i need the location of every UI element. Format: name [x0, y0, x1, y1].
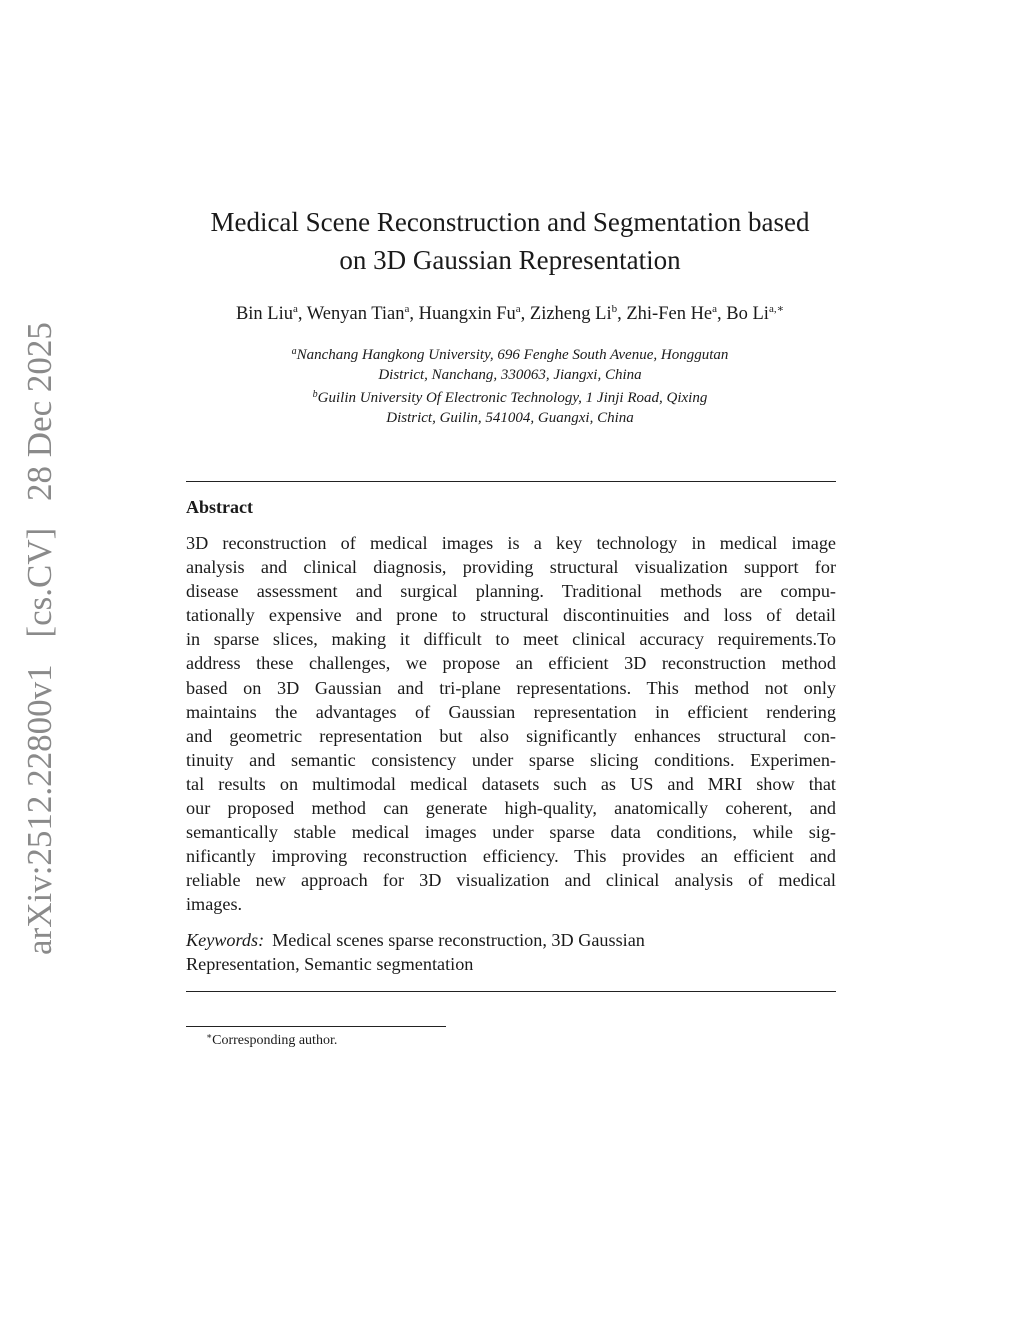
abstract-line: maintains the advantages of Gaussian representation in efficient rendering: [186, 701, 836, 722]
author-name: Bin Liu: [235, 304, 293, 324]
affiliation-mark: b: [312, 389, 318, 400]
abstract-line: address these challenges, we propose an efficient 3D reconstruction method: [186, 653, 836, 674]
abstract-line: and geometric representation but also significantly enhances structural con-: [186, 725, 836, 746]
author-list: Bin Liu$^a$, Wenyan Tian$^a$, Huangxin Fu$^a$, Zizheng Li$^b$, Zhi-Fen He$^a$, Bo $Li^{a,∗}$: [235, 303, 785, 324]
abstract-line: tationally expensive and prone to structural discontinuities and loss of detail: [186, 605, 836, 626]
abstract-line: based on 3D Gaussian and tri-plane representations. This method not only: [186, 677, 836, 698]
footnote-rule: [186, 1026, 446, 1027]
author-name: Bo Li: [726, 304, 769, 324]
footnote-text: Corresponding author.: [212, 1033, 338, 1048]
arxiv-id: arXiv:2512.22800v1: [20, 664, 59, 955]
abstract-line: images.: [186, 894, 243, 915]
abstract-heading: Abstract: [186, 497, 253, 517]
abstract-body: [186, 531, 836, 917]
abstract-line: disease assessment and surgical planning. Traditional methods are compu-: [186, 581, 836, 602]
abstract-line: in sparse slices, making it difficult to meet clinical accuracy requirements.To: [186, 629, 836, 650]
abstract-line: reliable new approach for 3D visualization and clinical analysis of medical: [186, 870, 836, 891]
affiliation-a-line-1: $^a$Nanchang Hangkong University, 696 Fenghe South Avenue, Honggutan: [291, 346, 729, 363]
affiliation-mark: a: [291, 346, 297, 357]
author: [307, 304, 410, 324]
arxiv-identifier-stamp: [20, 322, 60, 955]
abstract-line: nificantly improving reconstruction efficiency. This provides an efficient and: [186, 846, 836, 867]
affiliation-b-line-1: $^b$Guilin University Of Electronic Technology, 1 Jinji Road, Qixing: [312, 389, 708, 406]
author-affiliation-mark: a: [292, 303, 298, 315]
author-affiliation-mark: a: [404, 303, 410, 315]
abstract-bottom-rule: [186, 991, 836, 992]
abstract-line: semantically stable medical images under sparse data conditions, while sig-: [186, 822, 836, 843]
footnote-mark: ∗: [206, 1031, 213, 1041]
author: [626, 304, 717, 324]
affiliation-b-line-2: District, Guilin, 541004, Guangxi, China: [386, 410, 634, 426]
paper-title: [170, 203, 850, 279]
keywords: [186, 928, 836, 976]
affiliation-a-line-2: District, Nanchang, 330063, Jiangxi, China: [378, 367, 642, 383]
keywords-line-1: Keywords: Medical scenes sparse reconstruction, 3D Gaussian: [186, 930, 645, 950]
abstract-line: tal results on multimodal medical datasets such as US and MRI show that: [186, 773, 836, 794]
author-name: Huangxin Fu: [418, 304, 516, 324]
author-affiliation-mark: a: [712, 303, 718, 315]
author: [236, 304, 298, 324]
abstract-line: tinuity and semantic consistency under sparse slicing conditions. Experimen-: [186, 749, 836, 770]
author-name: Zhi-Fen He: [626, 304, 713, 324]
arxiv-date: 28 Dec 2025: [20, 322, 59, 501]
author-affiliation-mark: a: [515, 303, 521, 315]
author-affiliation-mark: a,∗: [768, 303, 785, 315]
arxiv-category: [cs.CV]: [20, 527, 59, 638]
author-name: Wenyan Tian: [306, 304, 405, 324]
author: [726, 304, 784, 324]
title-line-2: on 3D Gaussian Representation: [339, 245, 681, 275]
abstract-line: our proposed method can generate high-quality, anatomically coherent, and: [186, 798, 836, 819]
abstract-top-rule: [186, 481, 836, 482]
title-line-1: Medical Scene Reconstruction and Segmentation based: [210, 207, 810, 237]
affiliations: [200, 342, 820, 428]
author-affiliation-mark: b: [611, 303, 618, 315]
abstract-line: 3D reconstruction of medical images is a key technology in medical image: [186, 533, 836, 553]
keywords-label: Keywords:: [186, 930, 265, 950]
author-name: Zizheng Li: [529, 304, 612, 324]
keywords-line-2: Representation, Semantic segmentation: [186, 954, 474, 974]
footnote: [206, 1031, 337, 1049]
author: [419, 304, 521, 324]
author: [530, 304, 617, 324]
abstract-line: analysis and clinical diagnosis, providing structural visualization support for: [186, 557, 836, 578]
